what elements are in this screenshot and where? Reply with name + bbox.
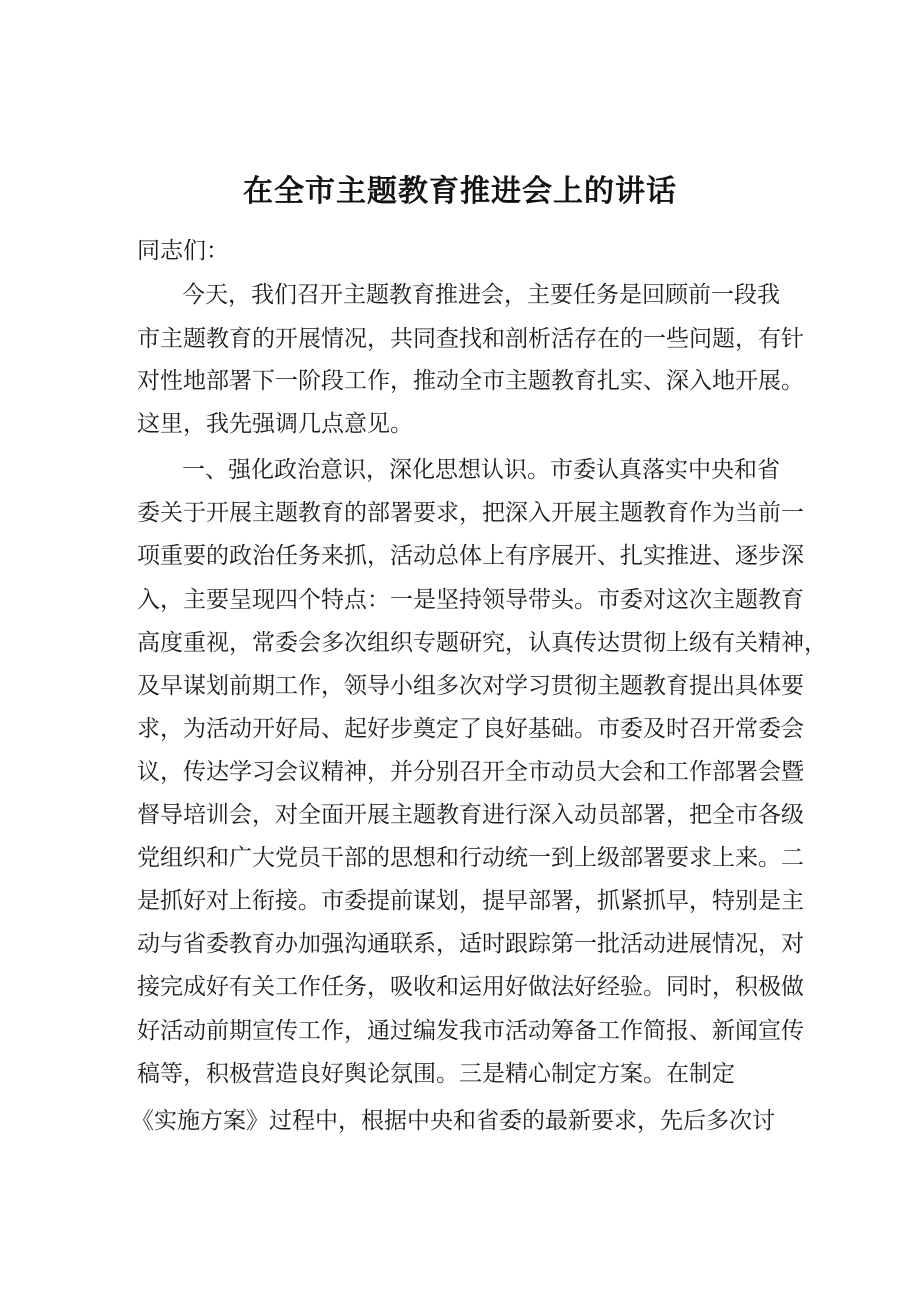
paragraph-2-line: 一、强化政治意识，深化思想认识。市委认真落实中央和省 xyxy=(182,457,780,483)
paragraph-2-line: 委关于开展主题教育的部署要求，把深入开展主题教育作为当前一 xyxy=(137,500,804,526)
paragraph-2-line: 求，为活动开好局、起好步奠定了良好基础。市委及时召开常委会 xyxy=(137,716,804,742)
paragraph-2-line: 接完成好有关工作任务，吸收和运用好做法好经验。同时，积极做 xyxy=(137,974,804,1000)
paragraph-2-line: 项重要的政治任务来抓，活动总体上有序展开、扎实推进、逐步深 xyxy=(137,543,804,569)
paragraph-1-line: 市主题教育的开展情况，共同查找和剖析活存在的一些问题，有针 xyxy=(137,326,804,352)
paragraph-1-line: 今天，我们召开主题教育推进会，主要任务是回顾前一段我 xyxy=(182,282,780,308)
paragraph-1-line: 这里，我先强调几点意见。 xyxy=(137,411,413,437)
document-title: 在全市主题教育推进会上的讲话 xyxy=(243,174,677,209)
paragraph-2-line: 稿等，积极营造良好舆论氛围。三是精心制定方案。在制定 xyxy=(137,1061,735,1087)
paragraph-2-line: 好活动前期宣传工作，通过编发我市活动筹备工作简报、新闻宣传 xyxy=(137,1018,804,1044)
salutation: 同志们： xyxy=(137,238,229,264)
paragraph-2-line: 党组织和广大党员干部的思想和行动统一到上级部署要求上来。二 xyxy=(137,845,804,871)
paragraph-2-line: 动与省委教育办加强沟通联系，适时跟踪第一批活动进展情况，对 xyxy=(137,931,804,957)
paragraph-2-line: 《实施方案》过程中，根据中央和省委的最新要求，先后多次讨 xyxy=(131,1108,775,1134)
paragraph-2-line: 督导培训会，对全面开展主题教育进行深入动员部署，把全市各级 xyxy=(137,802,804,828)
paragraph-2-line: 高度重视，常委会多次组织专题研究，认真传达贯彻上级有关精神， xyxy=(137,630,827,656)
paragraph-2-line: 议，传达学习会议精神，并分别召开全市动员大会和工作部署会暨 xyxy=(137,759,804,785)
paragraph-2-line: 及早谋划前期工作，领导小组多次对学习贯彻主题教育提出具体要 xyxy=(137,673,804,699)
paragraph-1-line: 对性地部署下一阶段工作，推动全市主题教育扎实、深入地开展。 xyxy=(137,368,804,394)
paragraph-2-line: 是抓好对上衔接。市委提前谋划，提早部署，抓紧抓早，特别是主 xyxy=(137,888,804,914)
paragraph-2-line: 入，主要呈现四个特点：一是坚持领导带头。市委对这次主题教育 xyxy=(137,587,804,613)
